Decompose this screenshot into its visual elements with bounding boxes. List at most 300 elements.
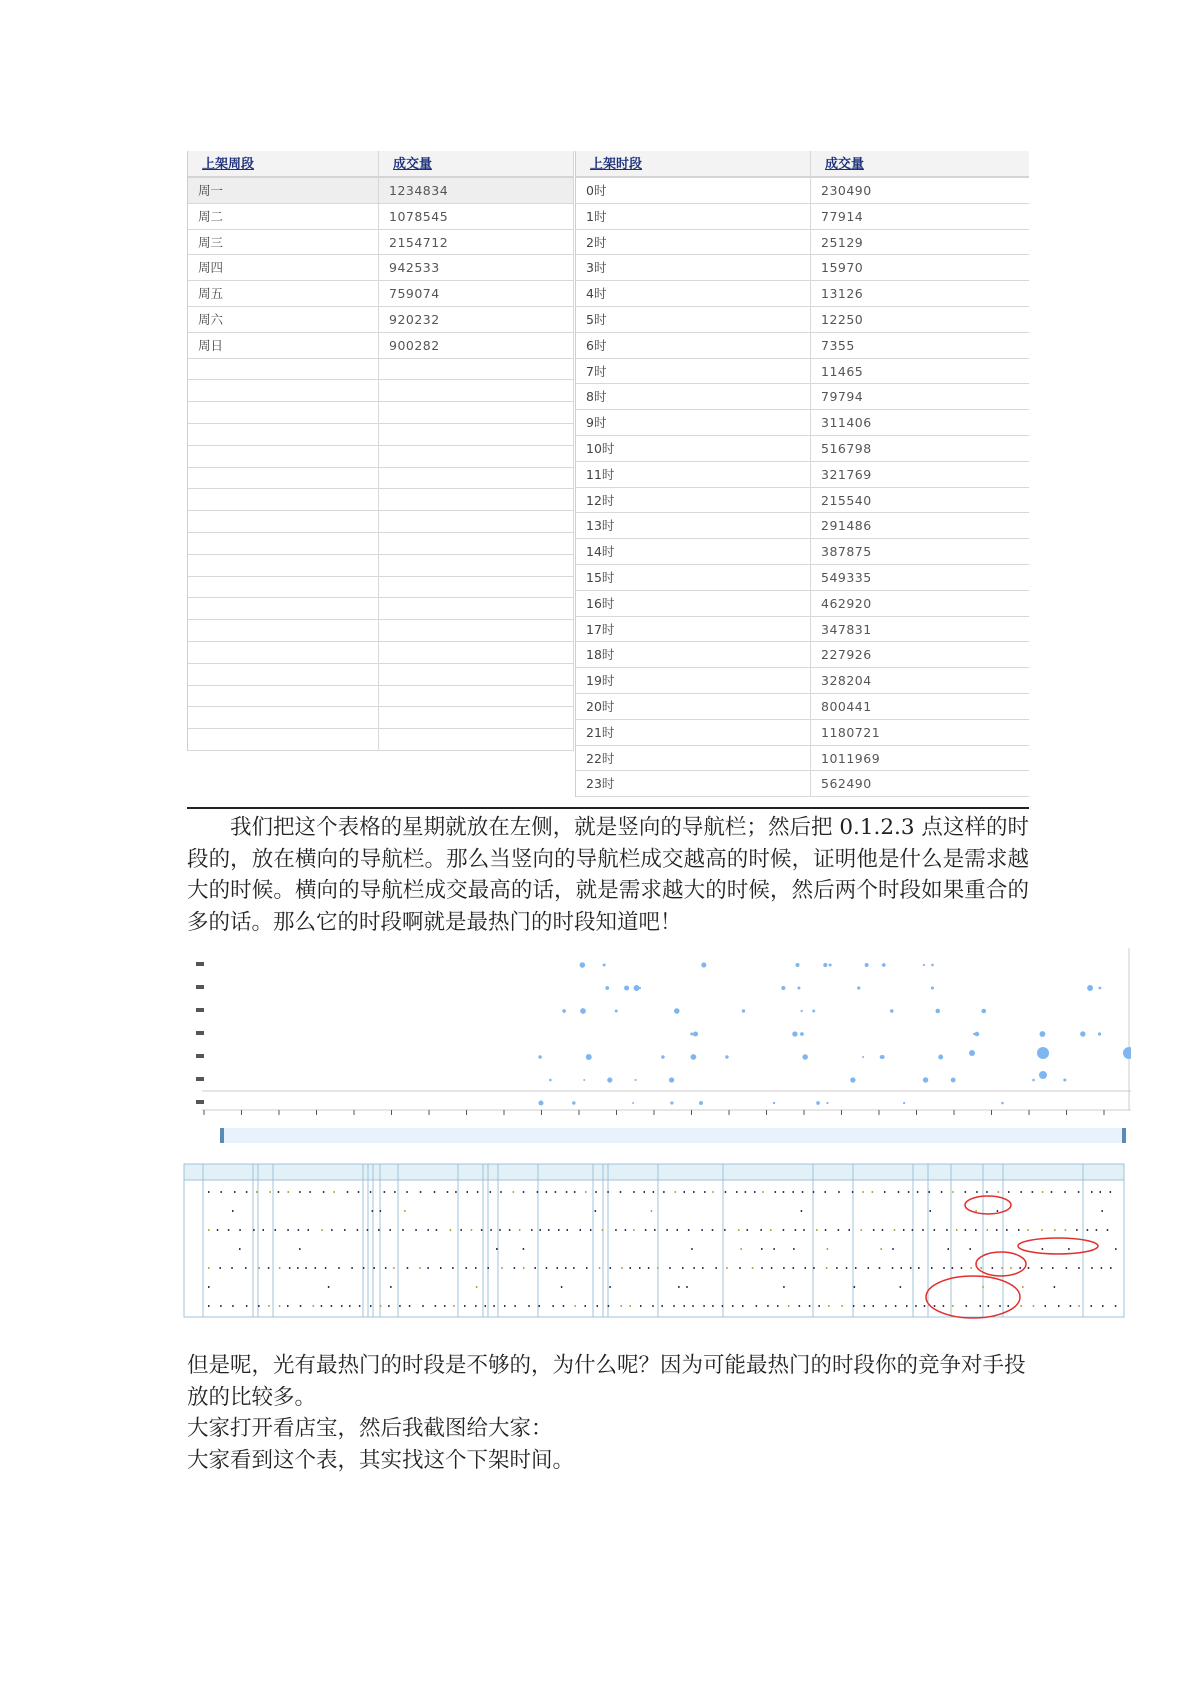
data-cell (783, 1229, 785, 1231)
data-cell (347, 1191, 349, 1193)
table-row[interactable] (188, 204, 574, 230)
data-cell (826, 1267, 828, 1269)
data-cell (232, 1305, 234, 1307)
row-label: 周日 (188, 333, 379, 358)
data-cell (879, 1267, 881, 1269)
data-cell (969, 1248, 971, 1250)
data-point (693, 1031, 698, 1036)
data-cell (519, 1229, 521, 1231)
row-label: 17时 (576, 617, 811, 642)
data-cell (563, 1305, 565, 1307)
data-cell (609, 1286, 611, 1288)
table-row[interactable] (576, 642, 1029, 668)
data-cell (219, 1267, 221, 1269)
data-point (605, 986, 609, 990)
row-label-mark (196, 962, 204, 966)
data-cell (315, 1267, 317, 1269)
data-cell (956, 1229, 958, 1231)
data-cell (736, 1191, 738, 1193)
range-slider (220, 1128, 1126, 1143)
table-row[interactable] (576, 410, 1029, 436)
data-cell (645, 1229, 647, 1231)
paragraph-line: 大家看到这个表，其实找这个下架时间。 (187, 1447, 575, 1473)
table-row[interactable] (576, 436, 1029, 462)
data-cell (538, 1305, 540, 1307)
data-cell (1010, 1267, 1012, 1269)
table-row[interactable] (188, 255, 574, 281)
data-cell (610, 1267, 612, 1269)
data-cell (537, 1191, 539, 1193)
data-cell (380, 1210, 382, 1212)
data-cell (861, 1229, 863, 1231)
data-cell (584, 1305, 586, 1307)
data-cell (420, 1191, 422, 1193)
data-cell (331, 1305, 333, 1307)
data-cell (1042, 1248, 1044, 1250)
slider-handle-left (220, 1128, 224, 1143)
row-label-mark (196, 1008, 204, 1012)
data-cell (930, 1210, 932, 1212)
data-cell (825, 1191, 827, 1193)
data-point (1098, 987, 1101, 990)
table-row[interactable] (576, 565, 1029, 591)
data-cell (234, 1191, 236, 1193)
table-row[interactable] (576, 204, 1029, 230)
data-cell (682, 1267, 684, 1269)
data-cell (726, 1267, 728, 1269)
row-label-mark (196, 1077, 204, 1081)
data-cell (1044, 1305, 1046, 1307)
data-cell (573, 1267, 575, 1269)
data-cell (813, 1267, 815, 1269)
data-cell (838, 1191, 840, 1193)
data-cell (444, 1305, 446, 1307)
table-row[interactable] (576, 255, 1029, 281)
data-point (562, 1009, 566, 1013)
data-point (773, 1102, 775, 1104)
data-cell (982, 1286, 984, 1288)
data-cell (380, 1305, 382, 1307)
data-cell (228, 1229, 230, 1231)
data-cell (1001, 1267, 1003, 1269)
row-label: 2时 (576, 230, 811, 255)
data-cell (976, 1191, 978, 1193)
row-label: 14时 (576, 539, 811, 564)
data-cell (771, 1267, 773, 1269)
data-cell (389, 1229, 391, 1231)
data-cell (725, 1191, 727, 1193)
table-row[interactable] (576, 694, 1029, 720)
data-cell (1078, 1267, 1080, 1269)
data-cell (892, 1248, 894, 1250)
data-cell (873, 1305, 875, 1307)
data-point (975, 1032, 980, 1037)
data-cell (651, 1210, 653, 1212)
table-row[interactable] (188, 230, 574, 256)
table-row[interactable] (576, 462, 1029, 488)
row-value: 328204 (821, 673, 872, 689)
data-cell (767, 1305, 769, 1307)
data-cell (929, 1191, 931, 1193)
data-point (607, 1077, 612, 1082)
data-point (865, 963, 869, 967)
data-cell (1107, 1229, 1109, 1231)
data-cell (523, 1191, 525, 1193)
data-cell (898, 1191, 900, 1193)
row-label: 周四 (188, 255, 379, 280)
data-cell (941, 1191, 943, 1193)
data-cell (1027, 1229, 1029, 1231)
table-row[interactable] (576, 617, 1029, 643)
data-cell (894, 1229, 896, 1231)
row-value: 462920 (821, 595, 872, 611)
data-point (615, 1010, 618, 1013)
data-cell (385, 1267, 387, 1269)
data-point (725, 1055, 728, 1058)
data-cell (523, 1248, 525, 1250)
empty-row (188, 446, 574, 468)
data-cell (1051, 1191, 1053, 1193)
table-row[interactable] (576, 771, 1029, 797)
data-point (816, 1101, 820, 1105)
bubble-chart-screenshot (196, 948, 1131, 1152)
header-weekday[interactable]: 上架周段 (188, 151, 379, 176)
table-row[interactable] (576, 230, 1029, 256)
data-cell (602, 1229, 604, 1231)
data-cell (557, 1267, 559, 1269)
data-cell (715, 1267, 717, 1269)
data-cell (691, 1248, 693, 1250)
data-cell (663, 1191, 665, 1193)
table-row[interactable] (576, 307, 1029, 333)
data-cell (669, 1267, 671, 1269)
data-cell (586, 1267, 588, 1269)
empty-row (188, 424, 574, 446)
data-cell (351, 1267, 353, 1269)
data-cell (208, 1267, 210, 1269)
data-point (826, 1102, 828, 1104)
data-cell (460, 1229, 462, 1231)
data-point (938, 1055, 943, 1060)
data-cell (792, 1191, 794, 1193)
data-cell (633, 1229, 635, 1231)
data-cell (802, 1191, 804, 1193)
data-cell (388, 1305, 390, 1307)
data-cell (300, 1305, 302, 1307)
data-cell (595, 1210, 597, 1212)
data-cell (208, 1191, 210, 1193)
table-row[interactable] (576, 178, 1029, 204)
data-cell (1054, 1229, 1056, 1231)
row-label: 11时 (576, 462, 811, 487)
data-cell (783, 1286, 785, 1288)
table-row[interactable] (576, 333, 1029, 359)
data-cell (363, 1267, 365, 1269)
row-value: 920232 (379, 307, 574, 332)
data-point (701, 962, 706, 967)
data-cell (523, 1267, 525, 1269)
data-cell (742, 1305, 744, 1307)
data-cell (629, 1305, 631, 1307)
data-point (690, 1054, 696, 1060)
row-label: 16时 (576, 591, 811, 616)
hour-sales-table (575, 151, 1029, 797)
data-cell (934, 1305, 936, 1307)
empty-row (188, 468, 574, 490)
data-cell (666, 1229, 668, 1231)
data-cell (490, 1229, 492, 1231)
data-cell (558, 1229, 560, 1231)
header-volume[interactable]: 成交量 (825, 157, 865, 172)
data-cell (988, 1305, 990, 1307)
data-cell (862, 1191, 864, 1193)
data-cell (475, 1305, 477, 1307)
data-cell (693, 1191, 695, 1193)
data-cell (500, 1191, 502, 1193)
table-header (576, 151, 1029, 178)
data-cell (910, 1267, 912, 1269)
data-cell (1090, 1305, 1092, 1307)
data-cell (440, 1267, 442, 1269)
data-point (669, 1077, 674, 1082)
data-cell (546, 1267, 548, 1269)
row-value: 2154712 (379, 230, 574, 255)
row-label-mark (196, 1054, 204, 1058)
data-cell (979, 1305, 981, 1307)
data-cell (683, 1305, 685, 1307)
table-row[interactable] (576, 281, 1029, 307)
data-cell (903, 1229, 905, 1231)
data-cell (485, 1305, 487, 1307)
data-cell (409, 1305, 411, 1307)
data-cell (531, 1229, 533, 1231)
data-cell (813, 1191, 815, 1193)
row-value: 77914 (821, 208, 864, 224)
row-value: 347831 (821, 621, 872, 637)
data-point (1039, 1071, 1047, 1079)
data-point (1080, 1031, 1085, 1036)
data-cell (704, 1191, 706, 1193)
row-value: 1078545 (379, 204, 574, 229)
table-row[interactable] (576, 384, 1029, 410)
data-cell (279, 1267, 281, 1269)
data-cell (269, 1191, 271, 1193)
data-cell (868, 1267, 870, 1269)
data-point (935, 1009, 940, 1014)
row-label-mark (196, 985, 204, 989)
table-row[interactable] (576, 359, 1029, 385)
data-cell (795, 1229, 797, 1231)
data-cell (574, 1305, 576, 1307)
empty-row (188, 577, 574, 599)
header-hour[interactable]: 上架时段 (576, 151, 811, 176)
row-label: 13时 (576, 513, 811, 538)
row-value: 227926 (821, 647, 872, 663)
data-cell (447, 1191, 449, 1193)
data-cell (961, 1267, 963, 1269)
data-cell (1115, 1305, 1117, 1307)
data-cell (966, 1305, 968, 1307)
data-cell (436, 1229, 438, 1231)
table-row[interactable] (576, 591, 1029, 617)
data-cell (793, 1248, 795, 1250)
table-row[interactable] (188, 178, 574, 204)
data-cell (321, 1229, 323, 1231)
data-cell (231, 1267, 233, 1269)
empty-row (188, 489, 574, 511)
data-cell (297, 1267, 299, 1269)
data-cell (323, 1191, 325, 1193)
row-label: 周五 (188, 281, 379, 306)
data-cell (620, 1305, 622, 1307)
table-row[interactable] (188, 281, 574, 307)
heatmap-grid-screenshot (183, 1163, 1125, 1319)
data-cell (220, 1191, 222, 1193)
row-label: 10时 (576, 436, 811, 461)
data-cell (259, 1267, 261, 1269)
data-cell (908, 1191, 910, 1193)
empty-row (188, 729, 574, 751)
data-cell (688, 1229, 690, 1231)
data-cell (341, 1305, 343, 1307)
data-cell (1006, 1229, 1008, 1231)
row-label: 8时 (576, 384, 811, 409)
data-cell (393, 1267, 395, 1269)
data-point (903, 1102, 905, 1104)
data-cell (640, 1305, 642, 1307)
data-cell (1008, 1191, 1010, 1193)
data-cell (686, 1286, 688, 1288)
data-cell (1070, 1305, 1072, 1307)
data-point (923, 964, 925, 966)
data-cell (415, 1229, 417, 1231)
empty-row (188, 380, 574, 402)
data-cell (712, 1191, 714, 1193)
data-cell (799, 1305, 801, 1307)
row-label: 0时 (576, 178, 811, 203)
data-cell (652, 1305, 654, 1307)
row-label: 19时 (576, 668, 811, 693)
empty-row (188, 598, 574, 620)
data-point (549, 1079, 552, 1082)
data-cell (239, 1248, 241, 1250)
table-row[interactable] (576, 720, 1029, 746)
divider-line (187, 807, 1029, 809)
data-cell (752, 1267, 754, 1269)
data-cell (490, 1191, 492, 1193)
data-cell (566, 1229, 568, 1231)
data-cell (1054, 1286, 1056, 1288)
data-cell (384, 1191, 386, 1193)
data-cell (331, 1229, 333, 1231)
table-row[interactable] (576, 488, 1029, 514)
data-point (538, 1100, 543, 1105)
data-cell (1091, 1267, 1093, 1269)
data-cell (1110, 1191, 1112, 1193)
data-cell (580, 1229, 582, 1231)
data-point (661, 1055, 665, 1059)
data-cell (499, 1229, 501, 1231)
data-cell (427, 1267, 429, 1269)
data-point (632, 1102, 634, 1104)
data-cell (394, 1191, 396, 1193)
row-value: 13126 (821, 286, 864, 302)
data-cell (1007, 1305, 1009, 1307)
row-value: 11465 (821, 363, 864, 379)
data-cell (407, 1267, 409, 1269)
data-cell (922, 1229, 924, 1231)
data-point (690, 1033, 693, 1036)
data-cell (864, 1305, 866, 1307)
row-label: 3时 (576, 255, 811, 280)
table-row[interactable] (188, 307, 574, 333)
header-volume[interactable]: 成交量 (379, 151, 574, 176)
data-cell (841, 1305, 843, 1307)
data-cell (471, 1229, 473, 1231)
data-cell (992, 1267, 994, 1269)
empty-row (188, 511, 574, 533)
table-row[interactable] (188, 333, 574, 359)
data-cell (703, 1305, 705, 1307)
data-point (823, 963, 827, 967)
row-label: 20时 (576, 694, 811, 719)
data-cell (952, 1267, 954, 1269)
row-value: 12250 (821, 311, 864, 327)
data-cell (599, 1267, 601, 1269)
data-cell (855, 1267, 857, 1269)
row-label: 7时 (576, 359, 811, 384)
row-value: 942533 (379, 255, 574, 280)
data-cell (574, 1191, 576, 1193)
data-cell (287, 1229, 289, 1231)
empty-row (188, 664, 574, 686)
data-cell (399, 1305, 401, 1307)
row-value: 549335 (821, 569, 872, 585)
data-point (1001, 1102, 1004, 1105)
data-cell (946, 1229, 948, 1231)
data-cell (367, 1229, 369, 1231)
data-cell (912, 1229, 914, 1231)
data-cell (740, 1248, 742, 1250)
table-row[interactable] (576, 539, 1029, 565)
data-cell (693, 1267, 695, 1269)
data-cell (630, 1267, 632, 1269)
paragraph-line: 但是呢，光有最热门的时段是不够的，为什么呢？因为可能最热门的时段你的竞争对手投放的比较多。 (187, 1353, 1026, 1410)
data-point (603, 964, 606, 967)
data-cell (997, 1210, 999, 1212)
data-cell (788, 1305, 790, 1307)
data-point (1032, 1079, 1035, 1082)
data-cell (777, 1305, 779, 1307)
data-point (1040, 1031, 1046, 1037)
data-cell (1068, 1248, 1070, 1250)
data-cell (1087, 1229, 1089, 1231)
data-cell (467, 1191, 469, 1193)
data-point (857, 986, 860, 989)
data-cell (455, 1191, 457, 1193)
table-row[interactable] (576, 746, 1029, 772)
table-row[interactable] (576, 668, 1029, 694)
table-row[interactable] (576, 513, 1029, 539)
empty-row (188, 686, 574, 708)
data-cell (595, 1191, 597, 1193)
data-point (670, 1101, 673, 1104)
data-cell (390, 1286, 392, 1288)
data-cell (880, 1248, 882, 1250)
data-cell (943, 1305, 945, 1307)
data-cell (653, 1191, 655, 1193)
data-cell (701, 1229, 703, 1231)
